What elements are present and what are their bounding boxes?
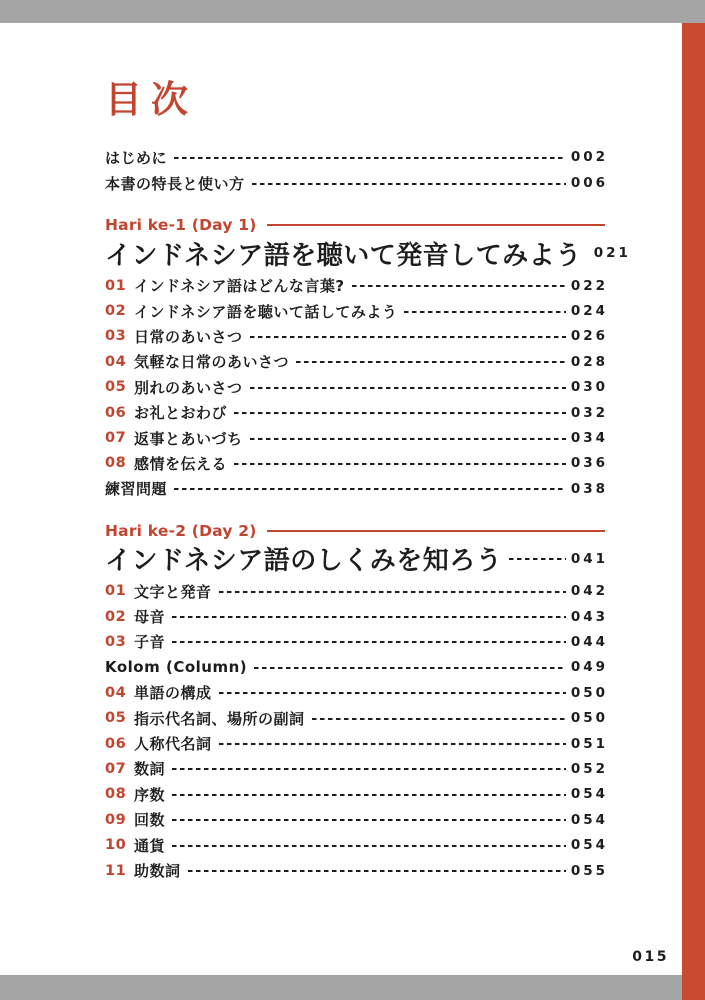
day-label: Hari ke-2 (Day 2) — [105, 521, 257, 540]
item-page: 054 — [570, 811, 608, 828]
item-number: 07 — [105, 760, 127, 777]
toc-row — [105, 807, 608, 832]
item-number: 02 — [105, 608, 127, 625]
item-label: 別れのあいさつ — [134, 378, 243, 397]
item-label: 序数 — [134, 785, 166, 804]
dotted-leader — [234, 412, 566, 414]
dotted-leader — [219, 743, 566, 745]
item-label: 回数 — [134, 811, 166, 830]
item-label: 気軽な日常のあいさつ — [134, 353, 290, 372]
dotted-leader — [172, 819, 566, 821]
toc-row — [105, 451, 608, 476]
toc-row — [105, 425, 608, 450]
item-label: インドネシア語はどんな言葉? — [134, 277, 345, 296]
section-items — [105, 273, 608, 502]
item-label: 数詞 — [134, 760, 166, 779]
dotted-leader — [250, 336, 566, 338]
item-page: 043 — [570, 608, 608, 625]
section-heading-row — [105, 238, 631, 271]
item-page: 054 — [570, 786, 608, 803]
item-number: 08 — [105, 455, 127, 472]
toc-row — [105, 705, 608, 730]
item-page: 038 — [570, 480, 608, 497]
item-label: 文字と発音 — [134, 582, 212, 601]
item-page: 044 — [570, 633, 608, 650]
front-matter-list — [105, 144, 608, 196]
item-page: 026 — [570, 328, 608, 345]
dotted-leader — [219, 591, 566, 593]
toc-row — [105, 324, 608, 349]
item-page: 034 — [570, 430, 608, 447]
toc-section — [105, 521, 608, 884]
item-label: 人称代名詞 — [134, 735, 212, 754]
item-page: 042 — [570, 583, 608, 600]
toc-row — [105, 832, 608, 857]
dotted-leader — [172, 616, 566, 618]
item-label: 本書の特長と使い方 — [105, 174, 245, 193]
section-items — [105, 579, 608, 884]
dotted-leader — [234, 463, 566, 465]
toc-row — [105, 680, 608, 705]
item-page: 055 — [570, 862, 608, 879]
toc-row — [105, 476, 608, 501]
item-label: はじめに — [105, 148, 168, 167]
toc-row — [105, 604, 608, 629]
section-heading-row — [105, 544, 608, 577]
item-number: 07 — [105, 430, 127, 447]
toc-row — [105, 170, 608, 196]
item-page: 036 — [570, 455, 608, 472]
item-label: 母音 — [134, 608, 166, 627]
item-page: 051 — [570, 735, 608, 752]
item-number: 11 — [105, 862, 127, 879]
item-number: 05 — [105, 710, 127, 727]
item-page: 022 — [570, 277, 608, 294]
toc-row — [105, 756, 608, 781]
sections-container — [105, 215, 631, 883]
item-number: 04 — [105, 353, 127, 370]
right-red-strip — [682, 23, 705, 1000]
toc-row — [105, 858, 608, 883]
item-number: 03 — [105, 633, 127, 650]
item-page: 032 — [570, 404, 608, 421]
item-label: 練習問題 — [105, 480, 168, 499]
dotted-leader — [174, 157, 566, 159]
dotted-leader — [250, 387, 566, 389]
day-label: Hari ke-1 (Day 1) — [105, 216, 257, 234]
item-number: 05 — [105, 379, 127, 396]
section-page: 041 — [570, 550, 608, 567]
item-number: 10 — [105, 837, 127, 854]
dotted-leader — [188, 870, 566, 872]
dotted-leader — [172, 641, 566, 643]
toc-row — [105, 273, 608, 298]
footer-page-number: 015 — [632, 949, 669, 965]
toc-row — [105, 731, 608, 756]
item-page: 006 — [570, 175, 608, 191]
item-label: 感情を伝える — [134, 454, 228, 473]
dotted-leader — [250, 438, 566, 440]
item-label: インドネシア語を聴いて話してみよう — [134, 302, 398, 321]
item-page: 028 — [570, 353, 608, 370]
item-label: 通貨 — [134, 836, 166, 855]
section-heading: インドネシア語のしくみを知ろう — [105, 546, 503, 577]
item-label: 子音 — [134, 633, 166, 652]
item-page: 050 — [570, 710, 608, 727]
item-page: 049 — [570, 659, 608, 676]
item-page: 002 — [570, 149, 608, 165]
dotted-leader — [174, 488, 566, 490]
toc-row — [105, 782, 608, 807]
toc-row — [105, 349, 608, 374]
toc-row — [105, 400, 608, 425]
item-label: 単語の構成 — [134, 684, 212, 703]
item-number: 04 — [105, 684, 127, 701]
page-title: 目次 — [105, 78, 197, 121]
dotted-leader — [172, 794, 566, 796]
dotted-leader — [352, 285, 566, 287]
item-number: 06 — [105, 404, 127, 421]
item-page: 030 — [570, 379, 608, 396]
dotted-leader — [296, 361, 566, 363]
toc-content — [105, 0, 631, 883]
item-label: 返事とあいづち — [134, 429, 243, 448]
day-rule — [267, 224, 605, 226]
item-number: 08 — [105, 786, 127, 803]
toc-row — [105, 655, 608, 680]
bottom-gray-bar — [0, 975, 682, 1000]
toc-row — [105, 579, 608, 604]
item-number: 01 — [105, 277, 127, 294]
item-label: Kolom (Column) — [105, 658, 248, 677]
item-number: 02 — [105, 303, 127, 320]
dotted-leader — [172, 845, 566, 847]
dotted-leader — [404, 311, 565, 313]
item-number: 01 — [105, 583, 127, 600]
item-page: 052 — [570, 760, 608, 777]
item-label: お礼とおわび — [134, 404, 228, 423]
dotted-leader — [312, 718, 566, 720]
toc-row — [105, 144, 608, 170]
section-page: 021 — [593, 245, 631, 261]
toc-section — [105, 215, 631, 502]
dotted-leader — [219, 692, 566, 694]
item-number: 09 — [105, 811, 127, 828]
item-page: 054 — [570, 837, 608, 854]
day-rule — [267, 530, 605, 532]
toc-row — [105, 298, 608, 323]
item-number: 06 — [105, 735, 127, 752]
item-number: 03 — [105, 328, 127, 345]
section-heading: インドネシア語を聴いて発音してみよう — [105, 240, 582, 271]
day-label-row — [105, 521, 605, 541]
item-page: 050 — [570, 684, 608, 701]
item-label: 指示代名詞、場所の副詞 — [134, 709, 305, 728]
dotted-leader — [254, 667, 566, 669]
toc-row — [105, 629, 608, 654]
dotted-leader — [172, 768, 566, 770]
dotted-leader — [509, 558, 566, 560]
toc-row — [105, 375, 608, 400]
dotted-leader — [252, 183, 566, 185]
item-label: 日常のあいさつ — [134, 327, 243, 346]
day-label-row — [105, 215, 605, 235]
item-label: 助数詞 — [134, 862, 181, 880]
item-page: 024 — [570, 303, 608, 320]
